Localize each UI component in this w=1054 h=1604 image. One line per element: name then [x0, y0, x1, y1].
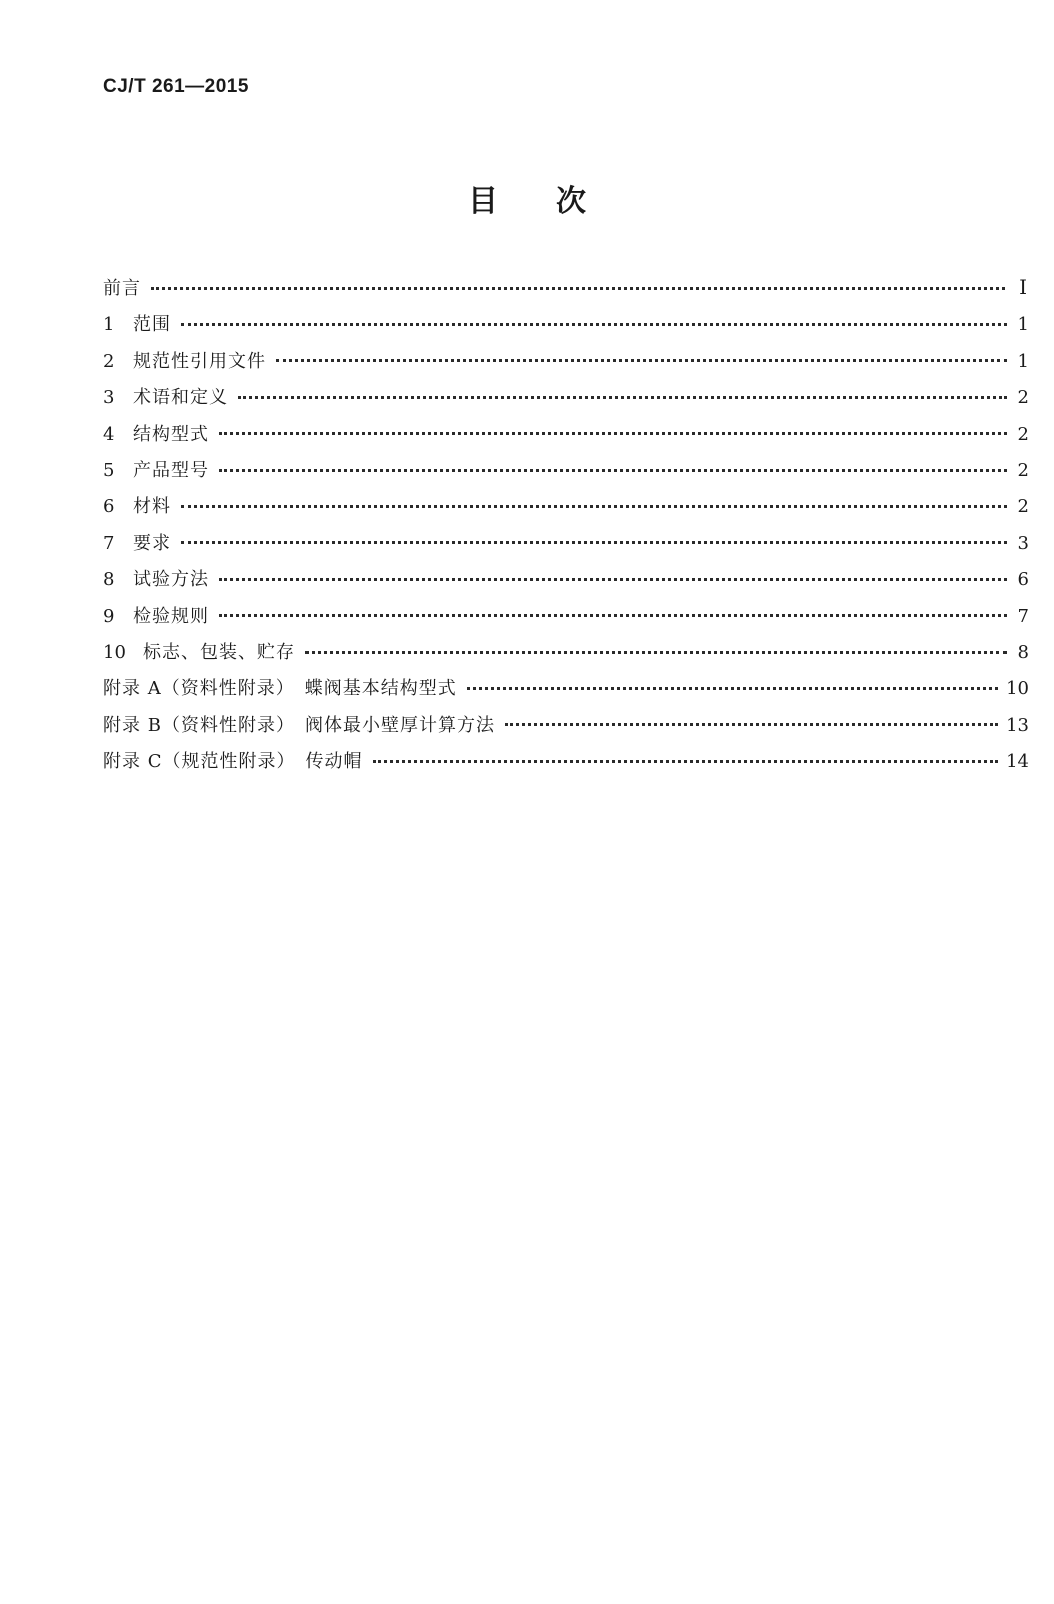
toc-title: 目次 — [468, 184, 644, 219]
toc-entry-number: 3 — [103, 387, 115, 409]
toc-entry-annex-a[interactable] — [103, 674, 1029, 710]
toc-entry-text: 前言 — [103, 278, 141, 299]
toc-entry-page: 7 — [1017, 605, 1029, 627]
toc-entry-annex-c[interactable] — [103, 747, 1029, 783]
toc-entry-page: 8 — [1017, 641, 1029, 663]
toc-entry-page: 1 — [1017, 350, 1029, 372]
dot-leader — [219, 614, 1007, 617]
toc-entry-text: 术语和定义 — [133, 387, 228, 409]
dot-leader — [181, 505, 1007, 508]
toc-entry-3[interactable] — [103, 383, 1029, 419]
toc-entry-foreword[interactable] — [103, 274, 1029, 310]
toc-entry-page: 1 — [1017, 314, 1029, 336]
toc-entry-number: 6 — [103, 496, 115, 518]
dot-leader — [151, 287, 1005, 290]
toc-entry-8[interactable] — [103, 565, 1029, 601]
toc-entry-4[interactable] — [103, 420, 1029, 456]
toc-entry-text: 附录 C（规范性附录） 传动帽 — [103, 751, 363, 773]
dot-leader — [305, 651, 1007, 654]
toc-entry-text: 规范性引用文件 — [133, 350, 266, 372]
toc-entry-number: 7 — [103, 532, 115, 554]
dot-leader — [467, 687, 998, 690]
toc-entry-text: 附录 A（资料性附录） 蝶阀基本结构型式 — [103, 678, 457, 700]
toc-entry-page: 10 — [1006, 678, 1029, 700]
toc-entry-5[interactable] — [103, 456, 1029, 492]
dot-leader — [373, 760, 999, 763]
toc-entry-number: 8 — [103, 569, 115, 591]
dot-leader — [181, 323, 1007, 326]
toc-entry-1[interactable] — [103, 310, 1029, 346]
toc-entry-page: Ⅰ — [1019, 275, 1027, 299]
toc-entry-text: 产品型号 — [133, 459, 209, 481]
toc-entry-text: 试验方法 — [133, 569, 209, 591]
toc-entry-number: 10 — [103, 641, 126, 663]
toc-entry-annex-b[interactable] — [103, 711, 1029, 747]
toc-entry-page: 2 — [1017, 496, 1029, 518]
toc-entry-text: 材料 — [133, 496, 171, 518]
toc-entry-9[interactable] — [103, 602, 1029, 638]
toc-entry-page: 2 — [1017, 423, 1029, 445]
dot-leader — [219, 469, 1007, 472]
toc-entry-text: 标志、包装、贮存 — [143, 641, 295, 663]
toc-entry-number: 9 — [103, 605, 115, 627]
dot-leader — [505, 723, 998, 726]
dot-leader — [276, 359, 1007, 362]
toc-entry-number: 5 — [103, 459, 115, 481]
toc-entry-7[interactable] — [103, 529, 1029, 565]
toc-entry-text: 范围 — [133, 314, 171, 336]
toc-entry-10[interactable] — [103, 638, 1029, 674]
toc-entry-text: 要求 — [133, 532, 171, 554]
toc-entry-2[interactable] — [103, 347, 1029, 383]
toc-entry-text: 附录 B（资料性附录） 阀体最小壁厚计算方法 — [103, 714, 495, 736]
toc-entry-number: 1 — [103, 314, 115, 336]
dot-leader — [219, 432, 1007, 435]
toc-entry-page: 6 — [1017, 569, 1029, 591]
toc-entry-page: 13 — [1006, 714, 1029, 736]
toc-entry-page: 2 — [1017, 387, 1029, 409]
dot-leader — [181, 541, 1007, 544]
dot-leader — [238, 396, 1007, 399]
toc-entry-6[interactable] — [103, 492, 1029, 528]
dot-leader — [219, 578, 1007, 581]
table-of-contents — [103, 274, 1029, 783]
toc-entry-text: 结构型式 — [133, 423, 209, 445]
toc-entry-page: 2 — [1017, 459, 1029, 481]
toc-entry-page: 14 — [1006, 751, 1029, 773]
toc-entry-page: 3 — [1017, 532, 1029, 554]
toc-entry-number: 4 — [103, 423, 115, 445]
document-code: CJ/T 261—2015 — [103, 76, 249, 97]
toc-entry-number: 2 — [103, 350, 115, 372]
toc-entry-text: 检验规则 — [133, 605, 209, 627]
